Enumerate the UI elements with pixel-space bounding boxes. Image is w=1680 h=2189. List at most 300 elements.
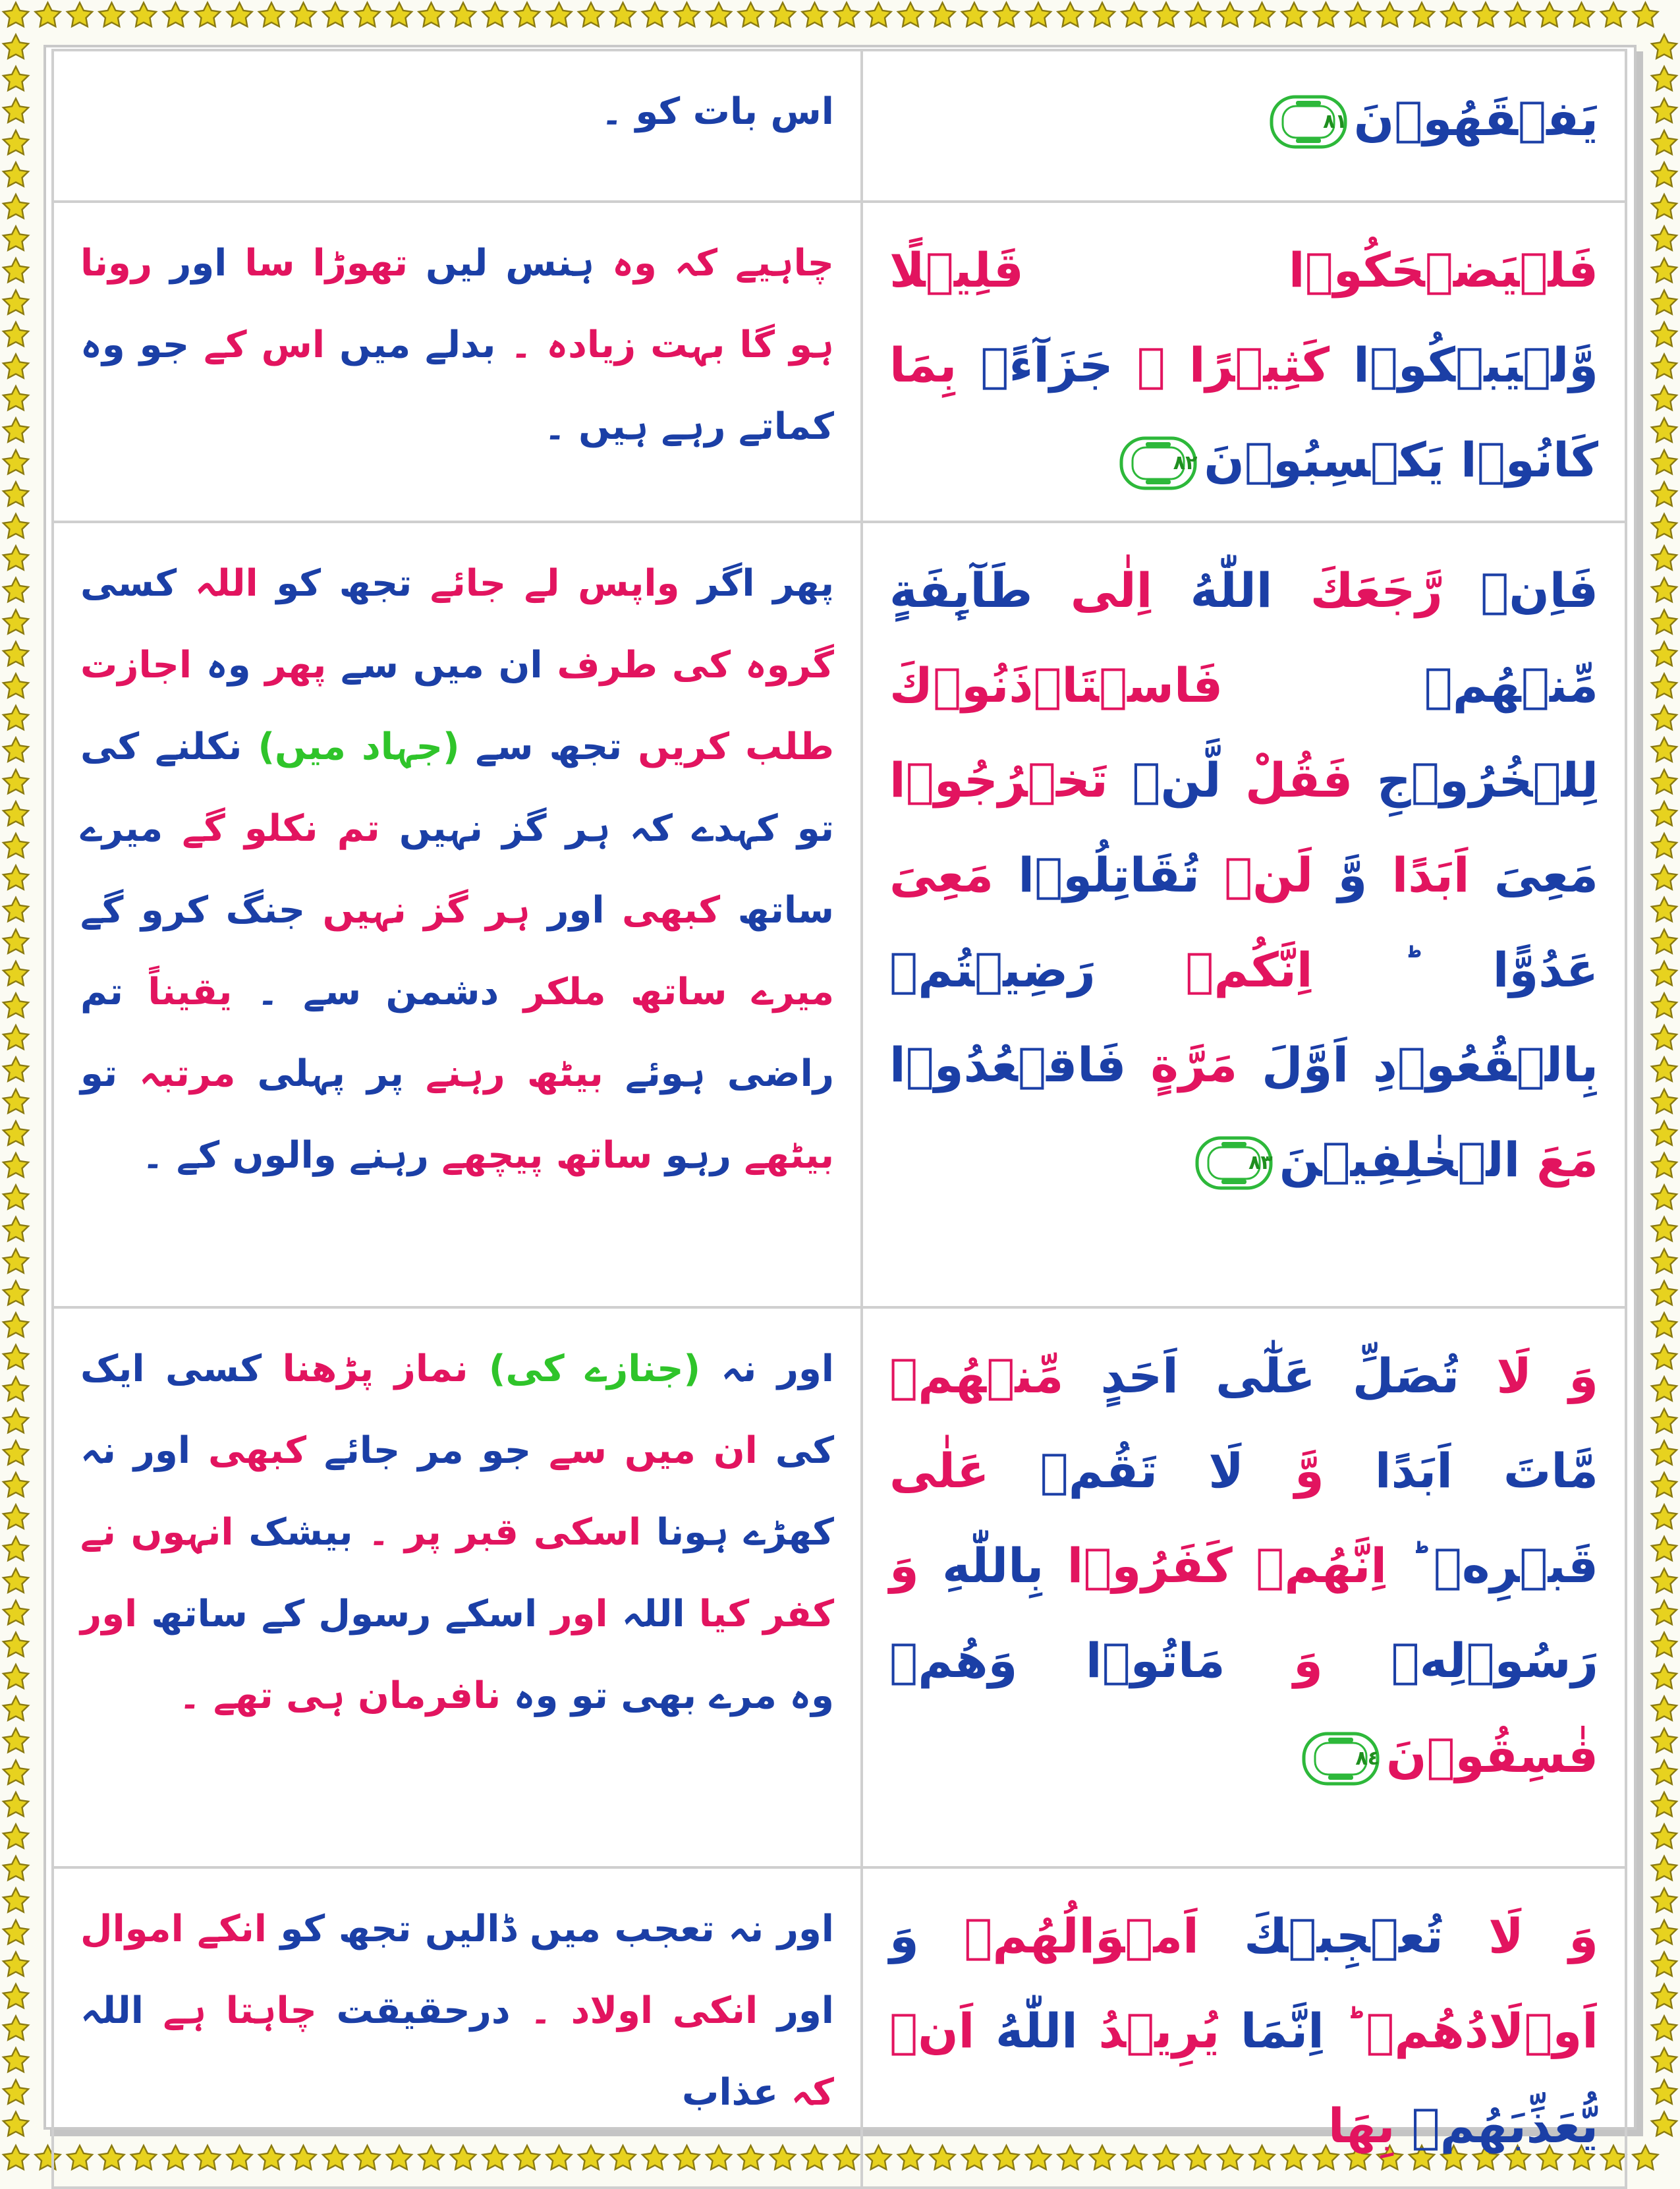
border-star-icon <box>962 3 987 26</box>
arabic-verse-cell <box>862 202 1626 522</box>
border-star-icon <box>1345 3 1370 26</box>
text-segment: اَبَدًا <box>1324 1443 1453 1498</box>
text-segment: وَ <box>889 1538 919 1593</box>
border-star-icon <box>1652 674 1677 698</box>
border-star-icon <box>131 3 156 26</box>
border-star-icon <box>3 1505 28 1529</box>
text-segment: عَلٰٓى <box>1178 1348 1316 1404</box>
border-star-icon <box>3 355 28 378</box>
text-segment: لَنۡ <box>1199 847 1314 903</box>
border-star-icon <box>770 3 795 26</box>
border-star-icon <box>3 1728 28 1752</box>
border-star-icon <box>1652 738 1677 762</box>
border-star-icon <box>1652 2080 1677 2104</box>
border-star-icon <box>1652 1473 1677 1496</box>
urdu-translation-cell <box>53 1867 862 2188</box>
text-segment: میرے ساتھ <box>605 971 835 1013</box>
border-star-icon <box>1652 514 1677 538</box>
text-segment: طرف <box>542 644 658 687</box>
border-star-icon <box>3 961 28 985</box>
verse-row <box>53 522 1626 1307</box>
border-star-icon <box>3 897 28 921</box>
border-star-icon <box>1652 2048 1677 2072</box>
border-star-icon <box>3 418 28 442</box>
text-segment: مَرَّةٍ <box>1126 1037 1238 1093</box>
text-segment: بدلے میں <box>325 324 496 366</box>
border-star-icon <box>1652 1601 1677 1624</box>
border-star-icon <box>1652 322 1677 346</box>
border-star-icon <box>3 1697 28 1720</box>
urdu-translation-cell <box>53 1307 862 1867</box>
border-star-icon <box>1652 770 1677 793</box>
text-segment: يَفۡقَهُوۡنَ <box>1353 91 1598 146</box>
border-star-icon <box>1652 642 1677 666</box>
border-star-icon <box>3 1217 28 1241</box>
urdu-translation-text <box>80 223 834 468</box>
border-star-icon <box>1652 386 1677 410</box>
text-segment: تجھ کو <box>266 1908 412 1950</box>
text-segment: جو وہ کماتے رہے ہیں ۔ <box>80 324 834 448</box>
text-segment: وَّلۡيَبۡكُوۡا <box>1330 337 1598 393</box>
text-segment: اللّٰهُ <box>1152 563 1273 618</box>
border-star-icon <box>3 2112 28 2136</box>
arabic-verse-cell <box>862 1867 1626 2188</box>
text-segment: فَقُلْ <box>1221 753 1353 808</box>
text-segment: اور <box>530 889 605 932</box>
urdu-translation-text <box>80 543 834 1197</box>
border-star-icon <box>1652 1792 1677 1816</box>
border-star-icon <box>1652 1537 1677 1560</box>
text-segment: لَّنۡ <box>1107 753 1221 808</box>
border-star-icon <box>1652 1089 1677 1113</box>
text-segment: جنگ کرو گے <box>80 889 306 932</box>
text-segment: نکلنے کی تو کہدے کہ <box>80 725 835 850</box>
text-segment: تم نکلو گے <box>163 807 380 850</box>
text-segment: اَوَّلَ <box>1237 1037 1349 1093</box>
border-star-icon <box>1652 706 1677 729</box>
border-star-icon <box>3 1920 28 1944</box>
text-segment: واپس لے جائے <box>412 562 680 605</box>
text-segment: کبھی <box>604 889 721 932</box>
text-segment: نماز پڑھنا <box>262 1348 468 1390</box>
arabic-verse-text <box>889 71 1598 166</box>
border-star-icon <box>1652 610 1677 634</box>
arabic-verse-cell <box>862 522 1626 1307</box>
text-segment: جَزَآءًۢ <box>957 337 1113 393</box>
ayah-number: ٨٣ <box>1248 1151 1273 1175</box>
text-segment: اسکی قبر پر ۔ <box>352 1511 642 1554</box>
text-segment: اللّٰهُ <box>974 2003 1078 2059</box>
verse-row <box>53 1867 1626 2188</box>
text-segment: قَبۡرِهٖ ؕ <box>1387 1538 1599 1593</box>
border-star-icon <box>1652 1313 1677 1337</box>
border-star-icon <box>3 1377 28 1401</box>
border-star-icon <box>1652 1984 1677 2008</box>
border-star-icon <box>3 1889 28 1912</box>
border-star-icon <box>1652 1217 1677 1241</box>
text-segment: تھوڑا سا <box>227 242 408 285</box>
text-segment: کھڑے ہونا <box>641 1511 834 1554</box>
border-star-icon <box>1633 3 1658 26</box>
border-star-icon <box>3 1185 28 1209</box>
border-star-icon <box>1026 3 1051 26</box>
border-star-icon <box>3 1058 28 1081</box>
border-star-icon <box>3 1089 28 1113</box>
border-star-icon <box>3 994 28 1017</box>
border-star-icon <box>1652 1345 1677 1369</box>
border-star-icon <box>1652 130 1677 154</box>
border-star-icon <box>3 706 28 729</box>
text-segment: كَانُوۡا يَكۡسِبُوۡنَ <box>1204 432 1598 488</box>
text-segment: اَحَدٍ <box>1063 1348 1179 1404</box>
text-segment: عَدُوًّا ؕ <box>1312 942 1598 998</box>
border-star-icon <box>3 194 28 218</box>
text-segment: (جنازے کی) <box>468 1348 701 1390</box>
text-segment: اجازت طلب کریں <box>80 644 835 768</box>
text-segment: مَعِىَ <box>1469 847 1598 903</box>
text-segment: رہنے والوں کے ۔ <box>142 1134 429 1177</box>
text-segment: بِاللّٰهِ <box>918 1538 1044 1593</box>
border-star-icon <box>3 1025 28 1049</box>
border-star-icon <box>3 1313 28 1337</box>
text-segment: ان میں سے <box>326 644 543 687</box>
border-star-icon <box>3 2080 28 2104</box>
text-segment: اِنَّمَا <box>1219 2003 1324 2059</box>
text-segment: پر <box>345 1052 404 1095</box>
text-segment: اللہ <box>177 562 258 605</box>
border-star-icon <box>547 3 572 26</box>
text-segment: اس کے <box>189 324 325 366</box>
text-segment: مرتبہ <box>117 1052 236 1095</box>
text-segment: انکے اموال <box>80 1908 267 1950</box>
border-star-icon <box>706 3 731 26</box>
border-star-icon <box>1090 3 1115 26</box>
text-segment: رَّجَعَكَ <box>1272 563 1443 618</box>
border-star-icon <box>3 1249 28 1273</box>
text-segment: لَا <box>1158 1443 1244 1498</box>
border-star-icon <box>866 3 891 26</box>
text-segment: پہلی <box>235 1052 345 1095</box>
text-segment: بہت زیادہ ۔ <box>495 324 725 366</box>
border-star-icon <box>3 610 28 634</box>
border-star-icon <box>739 3 764 26</box>
text-segment: اور <box>152 242 227 285</box>
text-segment: میرے ساتھ <box>80 807 835 932</box>
urdu-translation-text <box>80 1889 834 2134</box>
border-star-icon <box>1652 1952 1677 1976</box>
text-segment: اور <box>80 1593 138 1635</box>
border-star-icon <box>451 3 476 26</box>
ayah-number: ٨٢ <box>1173 451 1198 475</box>
border-star-icon <box>515 3 540 26</box>
text-segment: وَ <box>889 1908 919 1964</box>
text-segment: درحقیقت <box>316 1989 511 2032</box>
text-segment: تُصَلِّ <box>1315 1348 1460 1404</box>
ayah-end-marker-icon <box>1119 436 1197 490</box>
text-segment: وَّ <box>1313 847 1368 903</box>
text-segment: لِلۡخُرُوۡجِ <box>1353 753 1599 808</box>
border-star-icon <box>994 3 1019 26</box>
border-star-icon <box>3 1984 28 2008</box>
text-segment: تعجب میں ڈالیں <box>411 1908 715 1950</box>
text-segment: نہیں <box>305 889 406 932</box>
arabic-verse-text <box>889 1328 1598 1803</box>
text-segment: اور <box>537 1593 608 1635</box>
border-star-icon <box>3 291 28 314</box>
border-star-icon <box>3 866 28 890</box>
text-segment: انہوں نے کفر کیا <box>80 1511 835 1635</box>
text-segment: تم راضی ہوئے <box>80 971 835 1095</box>
border-star-icon <box>3 450 28 474</box>
text-segment: وَّ <box>1243 1443 1324 1498</box>
border-star-icon <box>227 3 252 26</box>
border-star-icon <box>1652 930 1677 953</box>
border-star-icon <box>642 3 667 26</box>
text-segment: کسی ایک کی <box>80 1348 835 1472</box>
border-star-icon <box>1652 1122 1677 1145</box>
border-star-icon <box>419 3 444 26</box>
border-star-icon <box>3 3 28 26</box>
urdu-translation-cell <box>53 50 862 202</box>
text-segment: نہیں <box>379 807 483 850</box>
text-segment: کسی <box>80 562 177 605</box>
text-segment: اَنۡ <box>889 2003 975 2059</box>
text-segment: اور نہ <box>80 1429 191 1472</box>
border-star-icon <box>1652 99 1677 123</box>
arabic-verse-text <box>889 223 1598 507</box>
border-star-icon <box>3 2016 28 2040</box>
border-star-icon <box>3 1122 28 1145</box>
border-star-icon <box>3 578 28 602</box>
border-star-icon <box>1601 3 1626 26</box>
border-star-icon <box>3 1473 28 1496</box>
border-star-icon <box>1652 1409 1677 1433</box>
text-segment: رونا ہو گا <box>80 242 834 366</box>
border-star-icon <box>1652 67 1677 90</box>
border-star-icon <box>3 163 28 186</box>
border-star-icon <box>1652 1058 1677 1081</box>
text-segment: کہ <box>778 2071 834 2114</box>
border-star-icon <box>3 770 28 793</box>
text-segment: میں سے <box>531 1429 696 1472</box>
verse-table <box>51 49 1627 2189</box>
border-star-icon <box>3 2146 28 2169</box>
border-star-icon <box>1652 258 1677 282</box>
border-star-icon <box>387 3 412 26</box>
text-segment: فَاسۡتَاۡذَنُوۡكَ <box>889 658 1223 713</box>
border-star-icon <box>1409 3 1434 26</box>
text-segment: اسکے رسول کے ساتھ <box>137 1593 538 1635</box>
text-segment: ان <box>695 1429 758 1472</box>
ayah-end-marker-icon <box>1270 95 1347 149</box>
border-star-icon <box>67 3 92 26</box>
border-star-icon <box>1652 2016 1677 2040</box>
text-segment: تو <box>80 1052 118 1095</box>
border-star-icon <box>3 674 28 698</box>
border-star-icon <box>1652 1505 1677 1529</box>
border-star-icon <box>1652 1697 1677 1720</box>
border-star-icon <box>1652 450 1677 474</box>
text-segment: اور نہ <box>714 1908 834 1950</box>
border-star-icon <box>1281 3 1306 26</box>
text-segment: فٰسِقُوۡنَ <box>1386 1728 1598 1783</box>
text-segment: (جہاد میں) <box>242 725 460 768</box>
border-star-icon <box>3 834 28 857</box>
border-star-icon <box>578 3 603 26</box>
text-segment: عَلٰى <box>889 1443 990 1498</box>
text-segment: تَقُمۡ <box>989 1443 1158 1498</box>
urdu-translation-cell <box>53 202 862 522</box>
border-star-icon <box>3 1441 28 1465</box>
border-star-icon <box>1154 3 1179 26</box>
border-star-icon <box>3 1825 28 1848</box>
text-segment: مَعِىَ <box>889 847 994 903</box>
text-segment: فَلۡيَضۡحَكُوۡا قَلِيۡلًا <box>889 242 1598 298</box>
border-star-icon <box>1652 1920 1677 1944</box>
urdu-translation-text <box>80 71 834 153</box>
text-segment: انکی اولاد ۔ <box>510 1989 758 2032</box>
verse-row <box>53 1307 1626 1867</box>
border-star-icon <box>1122 3 1147 26</box>
ayah-number: ٨٤ <box>1355 1747 1380 1771</box>
border-star-icon <box>675 3 700 26</box>
border-star-icon <box>1652 1153 1677 1177</box>
border-star-icon <box>195 3 220 26</box>
border-star-icon <box>1652 1889 1677 1912</box>
border-star-icon <box>1652 1249 1677 1273</box>
text-segment: بیشک <box>233 1511 353 1554</box>
border-star-icon <box>1652 1025 1677 1049</box>
border-star-icon <box>99 3 125 26</box>
border-star-icon <box>3 130 28 154</box>
border-star-icon <box>1652 1825 1677 1848</box>
border-star-icon <box>1652 291 1677 314</box>
border-star-icon <box>1218 3 1243 26</box>
ayah-end-marker-icon <box>1302 1732 1380 1786</box>
text-segment: وَ لَا <box>1459 1348 1598 1404</box>
border-star-icon <box>3 514 28 538</box>
text-segment: رہو <box>652 1134 731 1177</box>
border-star-icon <box>323 3 348 26</box>
border-star-icon <box>259 3 284 26</box>
text-segment: اَمۡوَالُهُمۡ <box>918 1908 1199 1964</box>
text-segment: كَثِيۡرًا ۚ <box>1113 337 1330 393</box>
text-segment: یقیناً <box>123 971 233 1013</box>
arabic-verse-cell <box>862 1307 1626 1867</box>
text-segment: عذاب <box>682 2071 779 2114</box>
border-star-icon <box>3 642 28 666</box>
border-star-icon <box>3 258 28 282</box>
border-star-icon <box>930 3 955 26</box>
border-star-icon <box>1652 1281 1677 1305</box>
text-segment: اِنَّكُمۡ <box>1095 942 1313 998</box>
text-segment: مَعَ <box>1520 1132 1598 1187</box>
border-star-icon <box>483 3 508 26</box>
text-segment: تجھ سے <box>459 725 623 768</box>
text-segment: پھر اگر <box>679 562 835 605</box>
border-star-icon <box>1652 834 1677 857</box>
text-segment: رَسُوۡلِهٖ <box>1322 1633 1598 1688</box>
text-segment: ہنس لیں <box>408 242 595 285</box>
text-segment: جو مر جائے <box>306 1429 532 1472</box>
text-segment: بِهَا <box>1328 2098 1395 2153</box>
text-segment: تَخۡرُجُوۡا <box>889 753 1108 808</box>
text-segment: فَاقۡعُدُوۡا <box>889 1037 1127 1093</box>
text-segment: نافرمان ہی تھے ۔ <box>179 1674 501 1717</box>
border-star-icon <box>1652 1633 1677 1657</box>
border-star-icon <box>1473 3 1498 26</box>
text-segment: چاہتا ہے <box>143 1989 317 2032</box>
border-star-icon <box>3 1537 28 1560</box>
text-segment: اللہ <box>80 1989 144 2032</box>
border-star-icon <box>834 3 859 26</box>
border-star-icon <box>1652 961 1677 985</box>
text-segment: فَاِنۡ <box>1442 563 1599 618</box>
text-segment: ہر گز <box>482 807 611 850</box>
arabic-verse-text <box>889 543 1598 1207</box>
border-star-icon <box>1652 163 1677 186</box>
text-segment: ساتھ <box>543 1134 653 1177</box>
text-segment: اور نہ <box>700 1348 835 1390</box>
text-segment: وہ <box>192 644 251 687</box>
border-star-icon <box>1652 1569 1677 1593</box>
border-star-icon <box>1652 1856 1677 1880</box>
border-star-icon <box>1652 35 1677 59</box>
text-segment: دشمن سے ۔ <box>232 971 499 1013</box>
border-star-icon <box>3 67 28 90</box>
text-segment: تجھ کو <box>258 562 412 605</box>
border-star-icon <box>1652 482 1677 506</box>
border-star-icon <box>1633 2146 1658 2169</box>
text-segment: يُّعَذِّبَهُمۡ <box>1395 2098 1598 2153</box>
border-star-icon <box>3 1856 28 1880</box>
border-star-icon <box>1250 3 1275 26</box>
text-segment: تُقَاتِلُوۡا <box>994 847 1200 903</box>
ayah-end-marker-icon <box>1195 1136 1273 1190</box>
border-star-icon <box>1652 802 1677 826</box>
border-star-icon <box>36 3 61 26</box>
border-star-icon <box>1652 355 1677 378</box>
arabic-verse-text <box>889 1889 1598 2173</box>
text-segment: كَفَرُوۡا <box>1044 1538 1233 1593</box>
border-star-icon <box>3 227 28 250</box>
border-star-icon <box>3 1633 28 1657</box>
text-segment: گروہ کی <box>658 644 834 687</box>
border-star-icon <box>1505 3 1530 26</box>
border-star-icon <box>3 1345 28 1369</box>
text-segment: بیٹھے <box>731 1134 834 1177</box>
text-segment: مَّاتَ <box>1452 1443 1599 1498</box>
border-star-icon <box>1652 578 1677 602</box>
border-star-icon <box>3 1409 28 1433</box>
border-star-icon <box>3 1664 28 1688</box>
border-star-icon <box>3 322 28 346</box>
border-star-icon <box>1652 194 1677 218</box>
text-segment: ملکر <box>499 971 606 1013</box>
border-star-icon <box>1652 227 1677 250</box>
text-segment: اور <box>758 1989 835 2032</box>
border-star-icon <box>291 3 316 26</box>
text-segment: وَ <box>1225 1633 1323 1688</box>
text-segment: رَضِيۡتُمۡ <box>889 942 1096 998</box>
text-segment: مِّنۡهُمۡ <box>1223 658 1598 713</box>
border-star-icon <box>1442 3 1467 26</box>
arabic-verse-cell <box>862 50 1626 202</box>
border-star-icon <box>163 3 188 26</box>
border-star-icon <box>355 3 380 26</box>
border-star-icon <box>3 802 28 826</box>
border-star-icon <box>1378 3 1403 26</box>
